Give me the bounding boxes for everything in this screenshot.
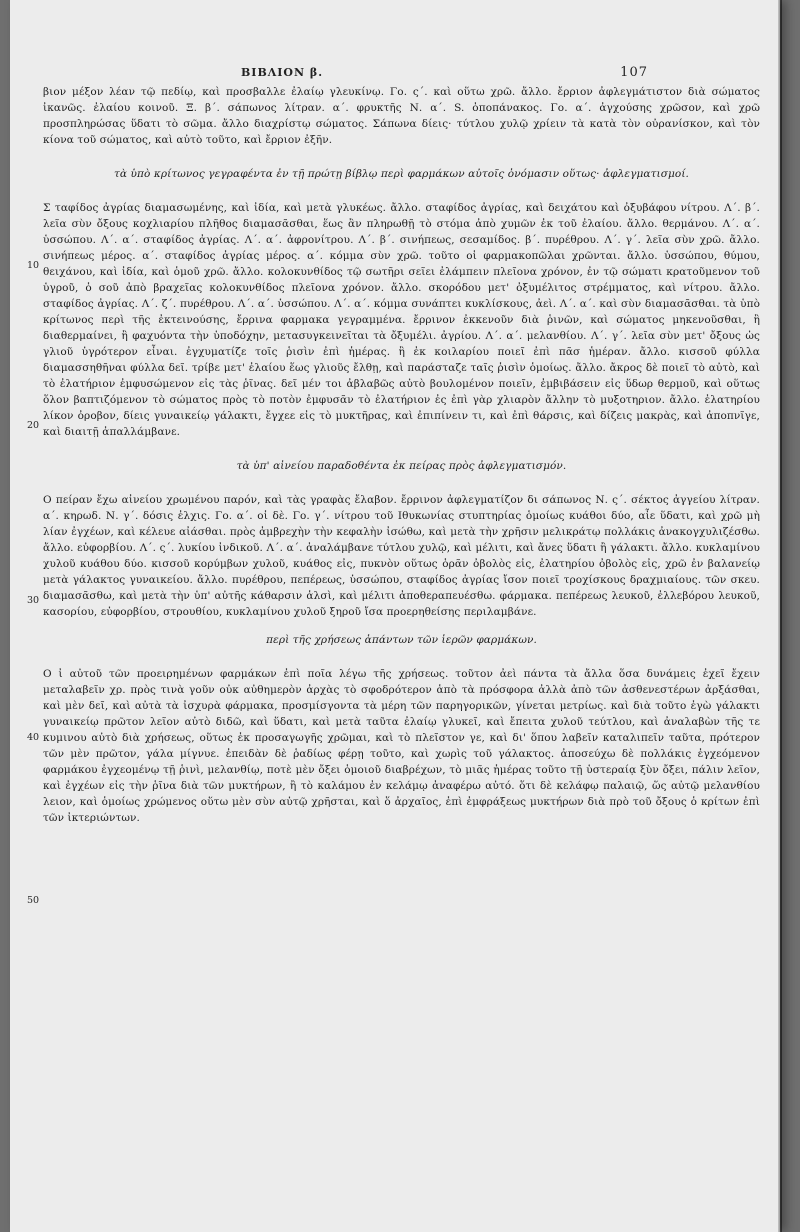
line-number-20: 20	[27, 420, 40, 431]
page-number: 107	[620, 65, 648, 80]
running-header	[10, 64, 780, 84]
running-title: ΒΙΒΛΙΟΝ β.	[241, 66, 324, 79]
paragraph-4: Ο ἰ αὐτοῦ τῶν προειρημένων φαρμάκων ἐπὶ ποῖα λέγω τῆς χρήσεως. τοῦτον ἀεὶ πάντα τὰ ἄλλα ὅσα δυνάμεις ἐχεῖ ἔχειν μεταλαβεῖν χρ. πρὸς τινὰ γοῦν οὐκ αὐθημερὸν ἀρχὰς τὸ σφοδρότερον ἁπὸ τὰ πρόσφορα ἀλλὰ ἀπὸ τῶν ἀσθενεστέρων ἀρξάσθαι, καὶ μὲν δεῖ, καὶ αὐτὰ τὰ ἰσχυρὰ φάρμακα, προσμίσγοντα τὰ μέρη τῶν παρηγορικῶν, γίνεται μετρίως. καὶ διὰ τοῦτο ἐγὼ γάλακτι γυναικείῳ πρῶτον λεῖον αὐτὸ διδῶ, καὶ ὕδατι, καὶ μετὰ ταῦτα ἐλαίῳ γλυκεῖ, καὶ ἔπειτα χυλοῦ τεύτλου, καὶ ἀναλαβὼν τῆς τε κυμινου αὐτὸ διὰ χρήσεως, οὕτως ἐκ προσαγωγῆς χρῶμαι, καὶ τὸ πλεῖστον γε, καὶ δι' ὅπου λαβεῖν καταλιπεῖν ταῦτα, πρότερον τῶν μὲν πρῶτον, γάλα μίγνυε. ἐπειδὰν δὲ ῥαδίως φέρῃ τοῦτο, καὶ χωρὶς τοῦ γάλακτος. ἀποσεύχω δὲ πολλάκις ἐγχεόμενον φαρμάκου ἐγχεομένῳ τῇ ῥινὶ, μελανθίῳ, ποτὲ μὲν ὄξει ὁμοιοῦ διαβρέχων, τὸ μιᾶς ἡμέρας τοῦτο τῇ ὑστεραίᾳ ξὺν ὄξει, πάλιν λεῖον, καὶ ἐγχέων εἰς τὴν ῥῖνα διὰ τῶν μυκτήρων, ἢ τὸ καλάμου ἐν κελάμῳ ἀναφέρω αὐτό. ὅτι δὲ κελάφῳ παλαιῷ, ὥς αὐτῷ μελανθίου λειον, καὶ ὁμοίως χρώμενος οὕτω μὲν σὺν αὐτῷ χρῆσται, καὶ ὅ ἀρχαῖος, ἐπὶ ἐμφράξεως μυκτήρων διὰ πρὸ τοῦ ὄξους ὁ κρίτων ἐπὶ τῶν ἰκτεριώντων.	[43, 668, 760, 824]
book-page	[10, 0, 780, 1232]
section-heading-3: περὶ τῆς χρήσεως ἁπάντων τῶν ἱερῶν φαρμάκων.	[266, 634, 537, 646]
line-number-30: 30	[27, 595, 40, 606]
line-number-50: 50	[27, 895, 40, 906]
section-heading-1: τὰ ὑπὸ κρίτωνος γεγραφέντα ἐν τῇ πρώτῃ βίβλῳ περὶ φαρμάκων αὐτοῖς ὀνόμασιν οὕτως· ἀφλεγματισμοί.	[114, 168, 689, 180]
paragraph-3: Ο πείραν ἔχω αἰνείου χρωμένου παρόν, καὶ τὰς γραφὰς ἔλαβον. ἔρρινον ἀφλεγματίζον δι σάπωνος Ν. ς΄. σέκτος ἀγγείου λίτραν. α΄. κηρωδ. Ν. γ΄. δόσις ἐλχις. Γο. α΄. οἱ δὲ. Γο. γ΄. νίτρου τοῦ Ιθυκωνίας στυπτηρίας ὁμοίως κυάθοι δύο, αἶε ὕδατι, καὶ χρῶ μὴ λίαν ἐγχέων, καὶ κέλευε αἰάσθαι. πρὸς ἀμβρεχὴν τὴν κεφαλὴν ἰσώθω, καὶ μετὰ τὴν χρῆσιν μελικράτῳ πολλάκις ἀνακογχυλιζέσθω. ἄλλο. εὐφορβίου. Λ΄. ς΄. λυκίου ἰνδικοῦ. Λ΄. α΄. ἀναλάμβανε τύτλου χυλῷ, καὶ μέλιτι, καὶ ἄνες ὕδατι ἢ γάλακτι. ἄλλο. κυκλαμίνου χυλοῦ κυάθου δύο. κισσοῦ κορύμβων χυλοῦ, κυάθος εἰς, πυκνὸν οὕτως ὁρᾶν ὀβολὸς εἰς, ἐλατηρίου ὀβολὸς εἰς, χρῶ ἐν βαλανείῳ μετὰ γάλακτος γυναικείου. ἄλλο. πυρέθρου, πεπέρεως, ὑσσώπου, σταφίδος ἀγρίας ἴσον ποιεῖ τροχίσκους δραχμιαίους. τῶν σκευ. διαμασᾶσθω, καὶ μετὰ τὴν ὑπ' αὐτῆς κάθαρσιν ἁλσὶ, καὶ μέλιτι ἀποθεραπευέσθω. φάρμακα. πεπέρεως λευκοῦ, ἐλλεβόρου λευκοῦ, κασορίου, εὐφορβίου, στρουθίου, κυκλαμίνου χυλοῦ ξηροῦ ἴσα προερηθείσης περιλαμβάνε.	[43, 494, 760, 618]
paragraph-1: βιον μέξον λέαν τῷ πεδίῳ, καὶ προσβαλλε ἐλαίῳ γλευκίνῳ. Γο. ς΄. καὶ οὕτω χρῶ. ἄλλο. ἔρριον ἀφλεγμάτιστον διὰ σώματος ἰκανῶς. ἐλαίου κοινοῦ. Ξ. β΄. σάπωνος λίτραν. α΄. φρυκτῆς Ν. α΄. S. ὀποπάνακος. Γο. α΄. ἀγχούσης χρῶσον, καὶ χρῶ προσπληρώσας ὕδατι τὸ σῶμα. ἄλλο διαχρίστῳ σώματος. Σάπωνα δίεις· τύτλου χυλῷ χρίειν τὰ κατὰ τὸν οὐρανίσκον, καὶ τὸν κίονα τοῦ σώματος, καὶ αὐτὸ τοῦτο, καὶ ἔρριον ἐξῆν.	[43, 86, 760, 146]
section-heading-2: τὰ ὑπ' αἰνείου παραδοθέντα ἐκ πείρας πρὸς ἀφλεγματισμόν.	[236, 460, 567, 472]
paragraph-2: Σ ταφίδος ἀγρίας διαμασωμένης, καὶ ἰδία, καὶ μετὰ γλυκέως. ἄλλο. σταφίδος ἀγρίας, καὶ δειχάτου καὶ ὀξυβάφου νίτρου. Λ΄. β΄. λεῖα σὺν ὄξους κοχλιαρίου πλῆθος διαμασᾶσθαι, ἕως ἂν πληρωθῇ τὸ στόμα ἀπὸ χυμῶν ἐκ τοῦ ἐλαίου. ἄλλο. θερμάνου. Λ΄. α΄. ὑσσώπου. Λ΄. α΄. σταφίδος ἀγρίας. Λ΄. α΄. ἀφρονίτρου. Λ΄. β΄. σινήπεως, σεσαμίδος. β΄. πυρέθρου. Λ΄. γ΄. λεῖα σὺν χρῶ. ἄλλο. σινήπεως μέρος. α΄. σταφίδος ἀγρίας μέρος. α΄. κόμμα σὺν χρῶ. τοῦτο οἱ φαρμακοπῶλαι χρῶνται. ἄλλο. ὑσσώπου, θύμου, θειχάνου, καὶ ἰδία, καὶ ὁμοῦ χρῶ. ἄλλο. κολοκυνθίδος τῷ σωτῆρι σεῖει ἐλάμπειν πλεῖονα χρόνον, ἐν τῷ σώματι κρατοῦμενον τοῦ ὑγροῦ, ὁ σοῦ ἀπὸ βραχεῖας κολοκυνθίδος πλεῖονα χρόνον. ἄλλο. σκορόδου μετ' ὀξυμέλιτος στρέμματος, καὶ νίτρου. ἄλλο. σταφίδος ἀγρίας. Λ΄. ζ΄. πυρέθρου. Λ΄. α΄. ὑσσώπου. Λ΄. α΄. κόμμα συνάπτει κυκλίσκους, ἀεὶ. Λ΄. α΄. καὶ σὺν διαμασᾶσθαι. τὰ ὑπὸ κρίτωνος περὶ τῆς ἐκτεινούσης, ἔρρινα φαρμακα γεγραμμένα. ἔρρινον ἐκκενοῦν διὰ ῥινῶν, καὶ σώματος μηκενοῦσθαι, ἢ διαθερμαίνει, ἢ φαχυόντα τὴν ὑποδόχην, μετασυγκεινεῖται τὰ ὄξυμέλι. ἀγρίου. Λ΄. α΄. μελανθίου. Λ΄. γ΄. λεῖα σὺν μετ' ὄξους ὡς γλιοῦ ὑγρότερον εἶναι. ἐγχυματίζε τοῖς ῥισὶν ἐπὶ ἡμέρας. ἢ ἐκ κοιλαρίου ποιεῖ ἐπὶ πᾶσ ἡμέραν. ἄλλο. κισσοῦ φύλλα διαμασσηθῆναι φύλλα δεῖ. τρίβε μετ' ἐλαίου ἕως γλιοῦς ἔλθῃ, καὶ παράσταζε ταῖς ῥισὶν ὁμοίως. ἄλλο. ἄκρος δὲ ποιεῖ τὸ αὐτὸ, καὶ τὸ ἐλατήριον ἐμφυσώμενον εἰς τὰς ῥῖνας. δεῖ μέν τοι ἀβλαβῶς αὐτὸ βουλομένον ποιεῖν, ἐμβιβάσειν εἰς ὕδωρ θερμοῦ, καὶ οὕτως ὅλον βαπτιζόμενον τὸ σώματος πρὸς τὸ ποτὸν ἐμφυσᾶν τὸ ἐλατήριον ἐς ἐπὶ γὰρ χλιαρὸν ἄλλην τὸ μυξοτηριον. ἄλλο. ἐλατηρίου λίκον ὀροβον, δίεις γυναικείῳ γάλακτι, ἔγχεε εἰς τὸ μυκτῆρας, καὶ ἐπιπίνειν τι, καὶ ἐπὶ θάρσις, καὶ δίζεις μακρὰς, καὶ ἀποπνῖγε, καὶ διαιτῇ ἀπαλλάμβανε.	[43, 202, 760, 438]
line-number-10: 10	[27, 260, 40, 271]
body-text	[43, 84, 760, 826]
line-number-40: 40	[27, 732, 40, 743]
